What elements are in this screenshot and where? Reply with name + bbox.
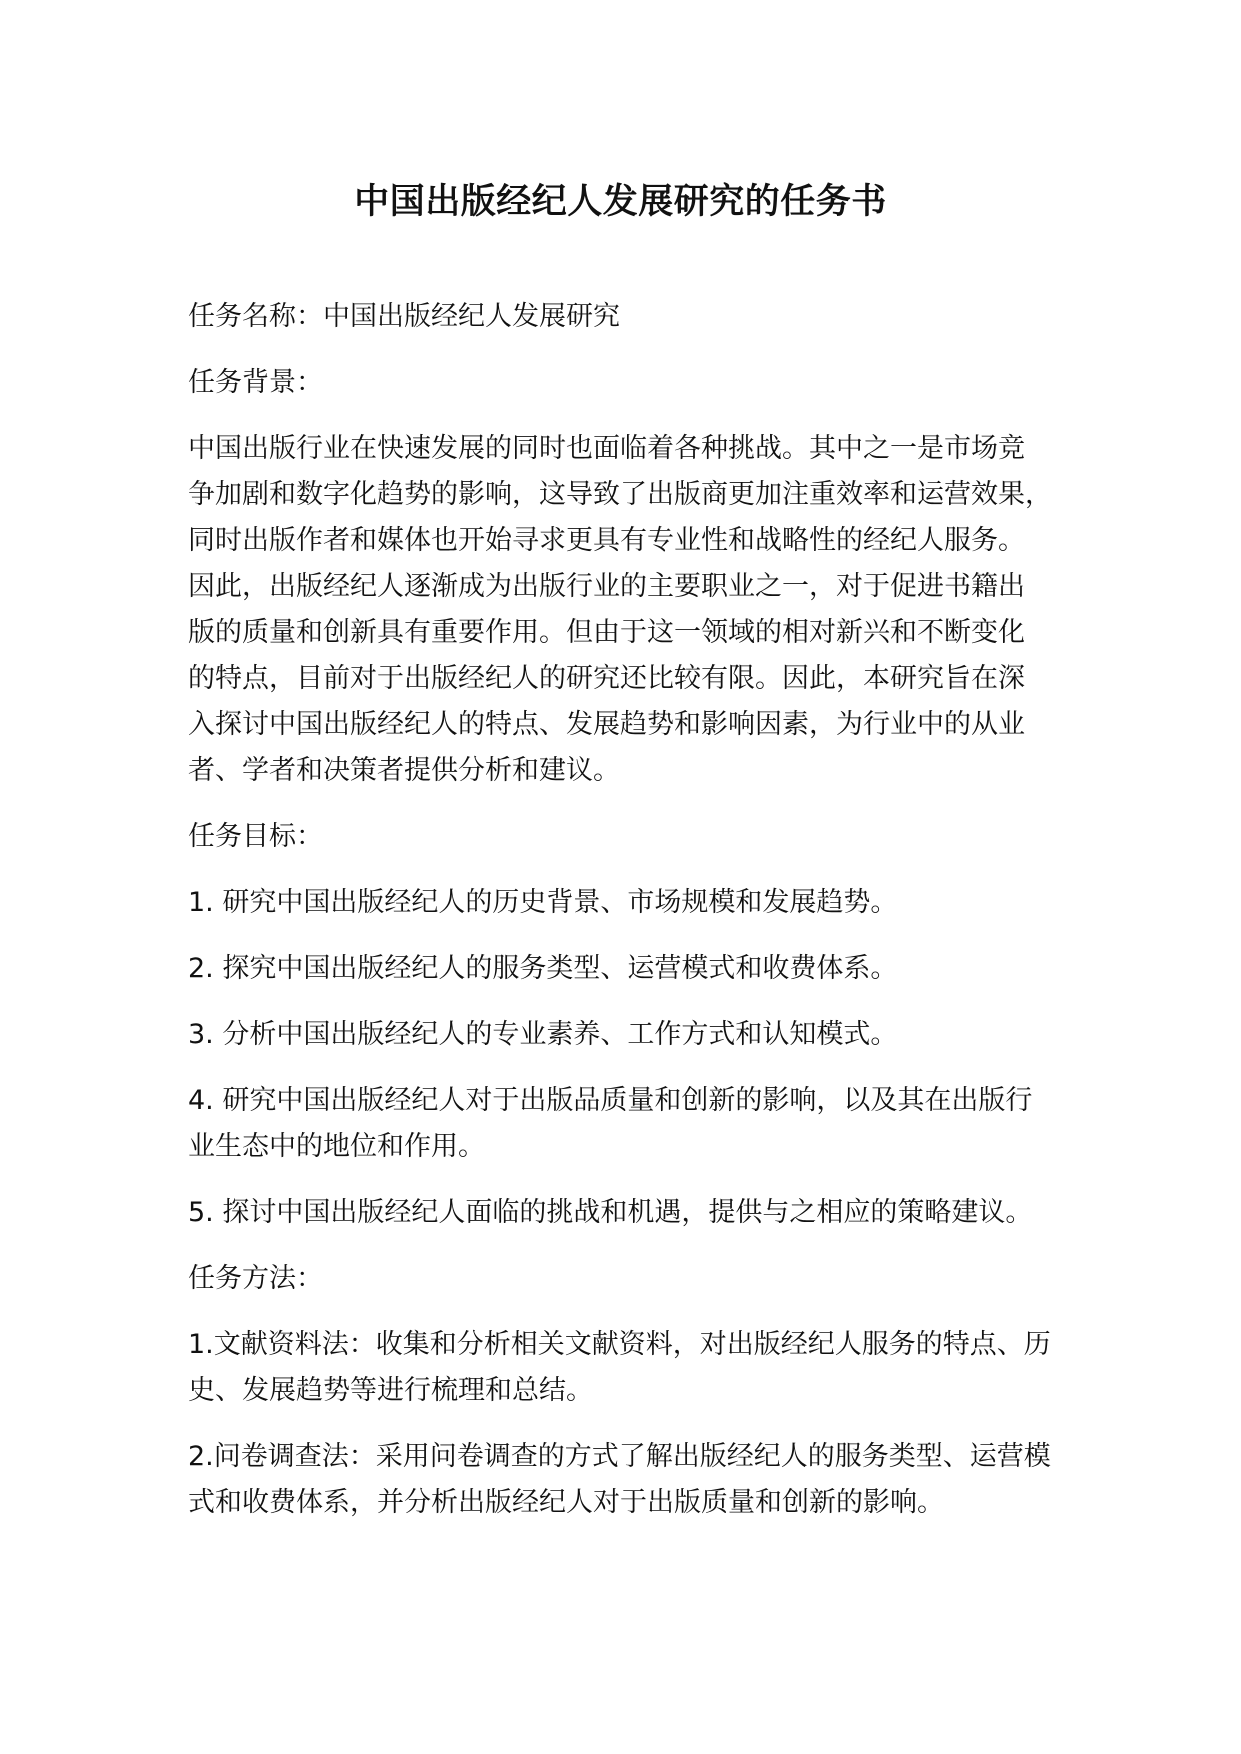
document-title: 中国出版经纪人发展研究的任务书: [354, 182, 887, 222]
objective-item: [188, 946, 1088, 992]
objectives-heading: [188, 814, 1088, 860]
paragraph-line: 式和收费体系，并分析出版经纪人对于出版质量和创新的影响。: [188, 1487, 944, 1518]
task-name-paragraph: [188, 294, 1088, 340]
document-body: [188, 294, 1088, 1546]
paragraph-line: 中国出版行业在快速发展的同时也面临着各种挑战。其中之一是市场竞: [188, 433, 1025, 464]
paragraph-line: 任务方法：: [188, 1263, 323, 1294]
paragraph-line: 4. 研究中国出版经纪人对于出版品质量和创新的影响，以及其在出版行: [188, 1085, 1033, 1116]
objective-item: [188, 880, 1088, 926]
objective-item: [188, 1190, 1088, 1236]
paragraph-line: 1. 研究中国出版经纪人的历史背景、市场规模和发展趋势。: [188, 887, 898, 918]
method-item: [188, 1434, 1088, 1526]
objective-item: [188, 1012, 1088, 1058]
paragraph-line: 者、学者和决策者提供分析和建议。: [188, 755, 620, 786]
paragraph-line: 史、发展趋势等进行梳理和总结。: [188, 1375, 593, 1406]
paragraph-line: 任务目标：: [188, 821, 323, 852]
background-paragraph: [188, 426, 1088, 794]
paragraph-line: 2. 探究中国出版经纪人的服务类型、运营模式和收费体系。: [188, 953, 898, 984]
paragraph-line: 业生态中的地位和作用。: [188, 1131, 485, 1162]
paragraph-line: 1.文献资料法：收集和分析相关文献资料，对出版经纪人服务的特点、历: [188, 1329, 1051, 1360]
paragraph-line: 因此，出版经纪人逐渐成为出版行业的主要职业之一，对于促进书籍出: [188, 571, 1025, 602]
paragraph-line: 5. 探讨中国出版经纪人面临的挑战和机遇，提供与之相应的策略建议。: [188, 1197, 1033, 1228]
paragraph-line: 争加剧和数字化趋势的影响，这导致了出版商更加注重效率和运营效果，: [188, 479, 1052, 510]
paragraph-line: 2.问卷调查法：采用问卷调查的方式了解出版经纪人的服务类型、运营模: [188, 1441, 1051, 1472]
paragraph-line: 任务背景：: [188, 367, 323, 398]
methods-heading: [188, 1256, 1088, 1302]
paragraph-line: 入探讨中国出版经纪人的特点、发展趋势和影响因素，为行业中的从业: [188, 709, 1025, 740]
objective-item: [188, 1078, 1088, 1170]
paragraph-line: 同时出版作者和媒体也开始寻求更具有专业性和战略性的经纪人服务。: [188, 525, 1025, 556]
background-heading: [188, 360, 1088, 406]
paragraph-line: 版的质量和创新具有重要作用。但由于这一领域的相对新兴和不断变化: [188, 617, 1025, 648]
paragraph-line: 的特点，目前对于出版经纪人的研究还比较有限。因此，本研究旨在深: [188, 663, 1025, 694]
paragraph-line: 3. 分析中国出版经纪人的专业素养、工作方式和认知模式。: [188, 1019, 898, 1050]
method-item: [188, 1322, 1088, 1414]
paragraph-line: 任务名称：中国出版经纪人发展研究: [188, 301, 620, 332]
